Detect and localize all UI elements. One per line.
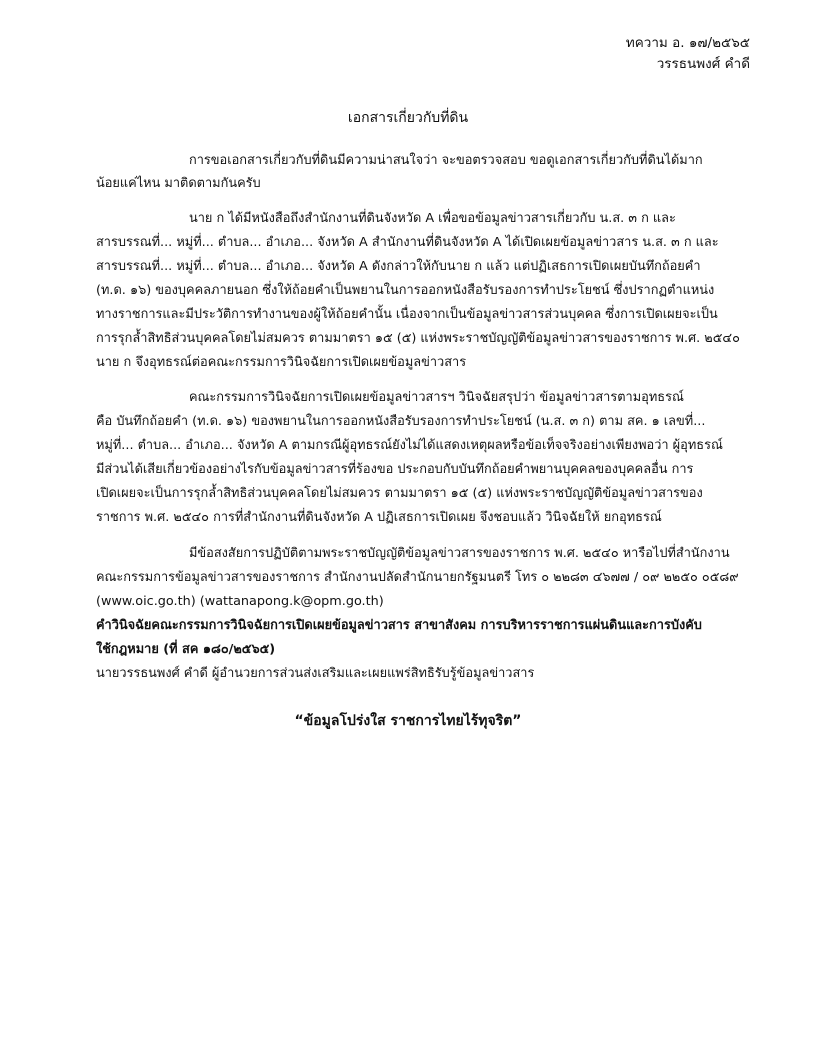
slogan: “ข้อมูลโปร่งใส ราชการไทยไร้ทุจริต” [294, 713, 522, 729]
para1-line: การรุกล้ำสิทธิส่วนบุคคลโดยไม่สมควร ตามมาตรา ๑๕ (๕) แห่งพระราชบัญญัติข้อมูลข่าวสารของราชการ พ.ศ. ๒๕๔๐ [96, 331, 740, 346]
para1-line: นาย ก ได้มีหนังสือถึงสำนักงานที่ดินจังหวัด A เพื่อขอข้อมูลข่าวสารเกี่ยวกับ น.ส. ๓ ก และ [189, 211, 676, 226]
intro-line: การขอเอกสารเกี่ยวกับที่ดินมีความน่าสนใจว่า จะขอตรวจสอบ ขอดูเอกสารเกี่ยวกับที่ดินได้มาก [189, 153, 703, 168]
contact-line: คณะกรรมการข้อมูลข่าวสารของราชการ สำนักงานปลัดสำนักนายกรัฐมนตรี โทร ๐ ๒๒๘๓ ๔๖๗๗ / ๐๙ ๒๒๕๐ ๐๕๘๙ [96, 570, 739, 585]
para2-line: มีส่วนได้เสียเกี่ยวข้องอย่างไรกับข้อมูลข่าวสารที่ร้องขอ ประกอบกับบันทึกถ้อยคำพยานบุคคลของบุคคลอื่น การ [96, 462, 694, 477]
contact-line: มีข้อสงสัยการปฏิบัติตามพระราชบัญญัติข้อมูลข่าวสารของราชการ พ.ศ. ๒๕๔๐ หารือไปที่สำนักงาน [189, 546, 730, 561]
para1-line: ทางราชการและมีประวัติการทำงานของผู้ให้ถ้อยคำนั้น เนื่องจากเป็นข้อมูลข่าวสารส่วนบุคคล ซึ่งการเปิดเผยจะเป็น [96, 307, 718, 322]
para1-line: นาย ก จึงอุทธรณ์ต่อคณะกรรมการวินิจฉัยการเปิดเผยข้อมูลข่าวสาร [96, 355, 467, 370]
para2-line: หมู่ที่... ตำบล... อำเภอ... จังหวัด A ตามกรณีผู้อุทธรณ์ยังไม่ได้แสดงเหตุผลหรือข้อเท็จจริงอย่างเพียงพอว่า ผู้อุทธรณ์ [96, 438, 723, 453]
ruling-line: คำวินิจฉัยคณะกรรมการวินิจฉัยการเปิดเผยข้อมูลข่าวสาร สาขาสังคม การบริหารราชการแผ่นดินและการบังคับ [96, 618, 702, 633]
para2-line: คือ บันทึกถ้อยคำ (ท.ด. ๑๖) ของพยานในการออกหนังสือรับรองการทำประโยชน์ (น.ส. ๓ ก) ตาม สค. ๑ เลขที่... [96, 414, 706, 429]
para1-line: สารบรรณที่... หมู่ที่... ตำบล... อำเภอ... จังหวัด A สำนักงานที่ดินจังหวัด A ได้เปิดเผยข้อมูลข่าวสาร น.ส. ๓ ก และ [96, 235, 719, 250]
para2-line: เปิดเผยจะเป็นการรุกล้ำสิทธิส่วนบุคคลโดยไม่สมควร ตามมาตรา ๑๕ (๕) แห่งพระราชบัญญัติข้อมูลข่าวสารของ [96, 486, 703, 501]
article-reference: ทความ อ. ๑๗/๒๕๖๕ [625, 35, 750, 51]
para1-line: (ท.ด. ๑๖) ของบุคคลภายนอก ซึ่งให้ถ้อยคำเป็นพยานในการออกหนังสือรับรองการทำประโยชน์ ซึ่งปรากฏตำแหน่ง [96, 283, 715, 298]
document-title: เอกสารเกี่ยวกับที่ดิน [347, 110, 469, 126]
para2-line: ราชการ พ.ศ. ๒๕๔๐ การที่สำนักงานที่ดินจังหวัด A ปฏิเสธการเปิดเผย จึงชอบแล้ว วินิจฉัยให้ ยกอุทธรณ์ [96, 510, 662, 525]
intro-line: น้อยแค่ไหน มาติดตามกันครับ [96, 176, 261, 191]
ruling-line: ใช้กฎหมาย (ที่ สค ๑๘๐/๒๕๖๕) [96, 642, 276, 657]
contact-links: (www.oic.go.th) (wattanapong.k@opm.go.th) [96, 594, 384, 609]
para1-line: สารบรรณที่... หมู่ที่... ตำบล... อำเภอ... จังหวัด A ดังกล่าวให้กับนาย ก แล้ว แต่ปฏิเสธการเปิดเผยบันทึกถ้อยคำ [96, 259, 701, 274]
para2-line: คณะกรรมการวินิจฉัยการเปิดเผยข้อมูลข่าวสารฯ วินิจฉัยสรุปว่า ข้อมูลข่าวสารตามอุทธรณ์ [189, 390, 684, 405]
author-name: วรรธนพงศ์ คำดี [656, 56, 750, 72]
signature-line: นายวรรธนพงศ์ คำดี ผู้อำนวยการส่วนส่งเสริมและเผยแพร่สิทธิรับรู้ข้อมูลข่าวสาร [96, 666, 535, 681]
